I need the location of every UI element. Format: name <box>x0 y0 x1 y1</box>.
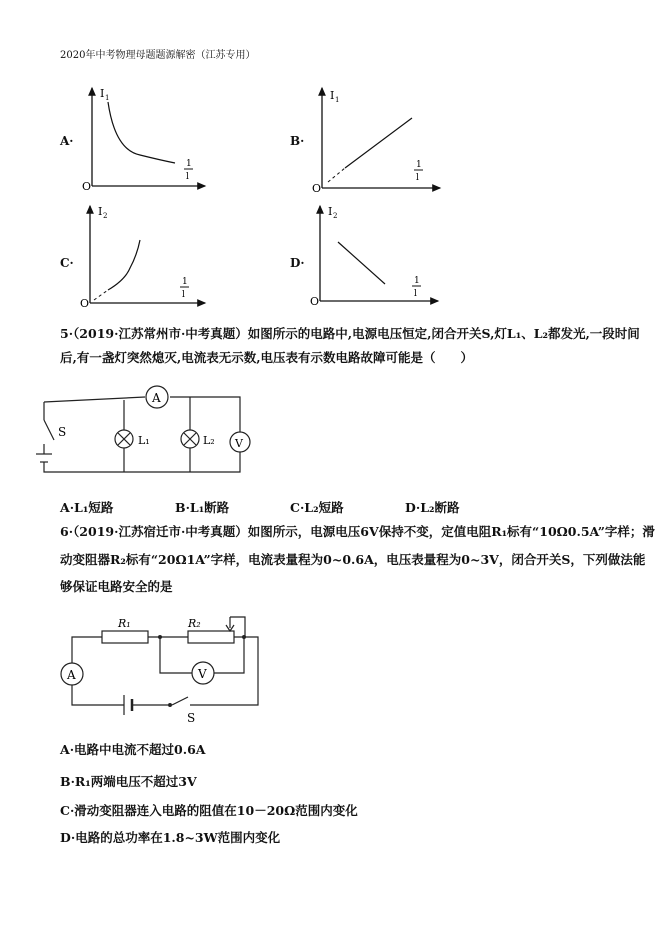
svg-text:1: 1 <box>182 277 188 287</box>
q5-option-b: B·L₁断路 <box>175 500 230 515</box>
graph-d-label: D· <box>290 256 305 270</box>
svg-text:I: I <box>98 205 103 218</box>
q6-text-line2: 动变阻器R₂标有“20Ω1A”字样，电流表量程为0~0.6A，电压表量程为0~3V，闭合开关S，下列做法能 <box>60 552 646 567</box>
q5-option-a: A·L₁短路 <box>60 500 114 515</box>
svg-text:I: I <box>330 89 335 102</box>
q6-option-b: B·R₁两端电压不超过3V <box>60 774 197 789</box>
graph-a <box>82 87 205 193</box>
svg-text:2: 2 <box>103 212 108 220</box>
svg-text:O: O <box>80 297 90 310</box>
graph-d <box>310 205 438 308</box>
q6-text-line3: 够保证电路安全的是 <box>60 579 173 594</box>
graph-a-label: A· <box>60 134 74 148</box>
r2-resistor <box>188 631 234 643</box>
svg-text:2: 2 <box>333 212 338 220</box>
svg-text:l: l <box>414 289 417 299</box>
svg-text:l: l <box>416 173 419 183</box>
q6-circuit-diagram <box>0 605 300 725</box>
graph-b-label: B· <box>290 134 305 148</box>
graph-c <box>80 205 205 310</box>
svg-text:L₁: L₁ <box>138 434 150 447</box>
svg-text:V: V <box>198 667 207 681</box>
graph-b <box>312 88 440 195</box>
graph-d-line <box>338 242 385 284</box>
q6-option-d: D·电路的总功率在1.8~3W范围内变化 <box>60 830 281 845</box>
r1-resistor <box>102 631 148 643</box>
svg-text:R₁: R₁ <box>118 617 131 630</box>
svg-text:A: A <box>152 391 161 405</box>
q6-option-c: C·滑动变阻器连入电路的阻值在10－20Ω范围内变化 <box>60 803 358 818</box>
svg-text:1: 1 <box>105 94 110 102</box>
svg-text:1: 1 <box>335 96 340 104</box>
svg-text:I: I <box>100 87 105 100</box>
q6-option-a: A·电路中电流不超过0.6A <box>60 742 206 757</box>
q5-option-c: C·L₂短路 <box>290 500 344 515</box>
svg-text:1: 1 <box>414 276 420 286</box>
svg-text:S: S <box>58 425 67 439</box>
graph-a-curve <box>108 102 175 163</box>
svg-text:V: V <box>235 437 243 450</box>
svg-text:S: S <box>187 711 196 725</box>
svg-text:l: l <box>182 290 185 300</box>
q6-text-line1: 6·（2019·江苏宿迁市·中考真题）如图所示，电源电压6V保持不变，定值电阻R₁标有“10Ω0.5A”字样；滑 <box>60 524 655 539</box>
page-header: 2020年中考物理母题题源解密（江苏专用） <box>60 50 256 61</box>
q5-text-line1: 5·（2019·江苏常州市·中考真题）如图所示的电路中,电源电压恒定,闭合开关S,灯L₁、L₂都发光,一段时间 <box>60 326 640 341</box>
svg-text:L₂: L₂ <box>203 434 215 447</box>
q5-option-d: D·L₂断路 <box>405 500 460 515</box>
svg-text:I: I <box>328 205 333 218</box>
q5-circuit-diagram <box>0 380 300 490</box>
graphs-svg <box>0 0 661 320</box>
svg-text:l: l <box>186 172 189 182</box>
svg-text:R₂: R₂ <box>188 617 201 630</box>
graph-c-label: C· <box>60 256 74 270</box>
q5-text-line2: 后,有一盏灯突然熄灭,电流表无示数,电压表有示数电路故障可能是（ ） <box>60 350 474 365</box>
svg-text:1: 1 <box>416 160 422 170</box>
svg-text:O: O <box>312 182 322 195</box>
graph-b-line <box>345 118 412 168</box>
svg-text:O: O <box>82 180 92 193</box>
svg-text:O: O <box>310 295 320 308</box>
graph-c-curve <box>108 240 140 290</box>
svg-text:A: A <box>67 668 76 682</box>
svg-text:1: 1 <box>186 159 192 169</box>
